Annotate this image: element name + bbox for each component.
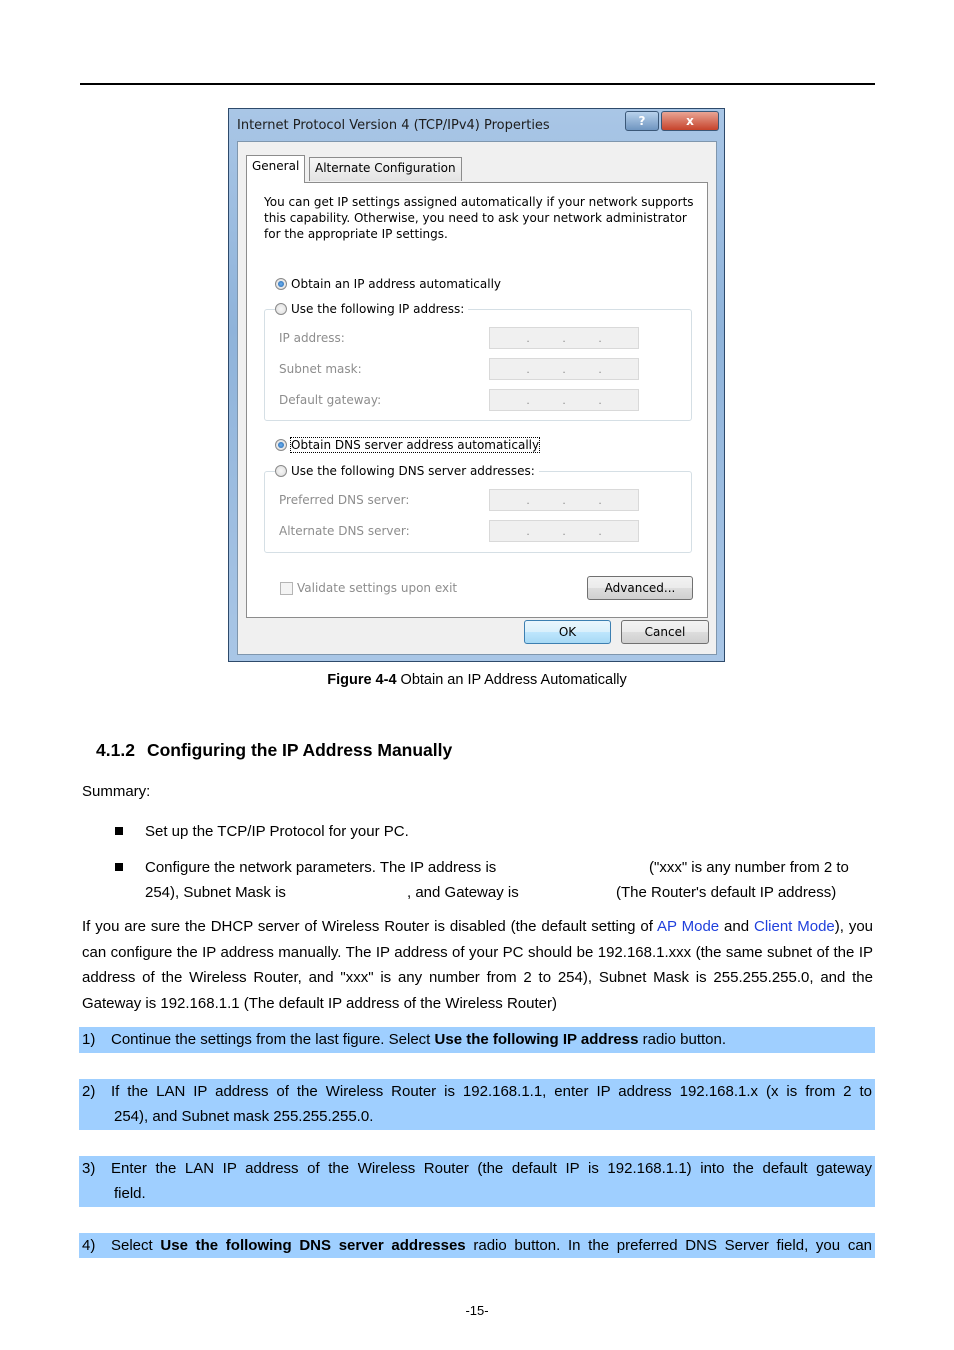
bullet-item: Set up the TCP/IP Protocol for your PC.	[115, 823, 409, 840]
validate-checkbox-label: Validate settings upon exit	[297, 581, 458, 595]
default-gateway-input[interactable]: . . .	[489, 389, 639, 411]
ap-mode-link[interactable]: AP Mode	[656, 918, 720, 935]
tab-general[interactable]: General	[246, 155, 305, 183]
step-3: 3) Enter the LAN IP address of the Wireless Router (the default IP is 192.168.1.1) into the default gateway field.	[79, 1156, 875, 1207]
figure-caption	[0, 672, 954, 688]
dialog-title: Internet Protocol Version 4 (TCP/IPv4) Properties	[237, 118, 550, 133]
radio-use-dns-label: Use the following DNS server addresses:	[291, 464, 535, 478]
advanced-button[interactable]: Advanced...	[587, 576, 693, 600]
validate-checkbox[interactable]	[280, 582, 293, 595]
radio-use-ip-label: Use the following IP address:	[291, 302, 465, 316]
bullet-item: Configure the network parameters. The IP address is	[115, 859, 496, 876]
page-number: -15-	[465, 1303, 489, 1318]
close-button[interactable]: x	[661, 111, 719, 131]
bullet-text: (The Router's default IP address)	[616, 884, 837, 901]
alternate-dns-input[interactable]: . . .	[489, 520, 639, 542]
dialog-client-area	[237, 141, 717, 655]
section-number: 4.1.2	[96, 740, 135, 760]
radio-obtain-ip-label: Obtain an IP address automatically	[291, 277, 502, 291]
ip-address-input[interactable]: . . .	[489, 327, 639, 349]
radio-selected-icon	[275, 278, 287, 290]
tab-alternate-configuration[interactable]: Alternate Configuration	[309, 157, 462, 181]
client-mode-link[interactable]: Client Mode	[753, 918, 835, 935]
bullet-text: 254), Subnet Mask is	[145, 884, 286, 901]
radio-use-ip[interactable]	[275, 302, 468, 316]
radio-obtain-dns[interactable]	[275, 438, 543, 452]
ipv4-properties-dialog	[228, 108, 725, 662]
preferred-dns-label: Preferred DNS server:	[279, 493, 410, 507]
bullet-square-icon	[115, 827, 123, 835]
subnet-mask-label: Subnet mask:	[279, 362, 362, 376]
default-gateway-label: Default gateway:	[279, 393, 382, 407]
help-button[interactable]: ?	[625, 111, 659, 131]
radio-use-dns[interactable]	[275, 464, 539, 478]
step-4: 4) Select Use the following DNS server addresses radio button. In the preferred DNS Server field, you can	[79, 1233, 875, 1258]
step-1: 1) Continue the settings from the last figure. Select Use the following IP address radio button.	[79, 1027, 875, 1053]
validate-checkbox-row[interactable]	[280, 581, 457, 595]
radio-obtain-dns-label: Obtain DNS server address automatically	[291, 438, 540, 452]
step-2: 2) If the LAN IP address of the Wireless Router is 192.168.1.1, enter IP address 192.168.1.x (x is from 2 to 254), and Subnet mask 255.255.255.0.	[79, 1079, 875, 1130]
radio-obtain-ip[interactable]	[275, 277, 505, 291]
subnet-mask-input[interactable]: . . .	[489, 358, 639, 380]
figure-label: Figure 4-4	[327, 672, 397, 688]
intro-text: You can get IP settings assigned automatically if your network supports this capability. Otherwise, you need to ask your network administrator for the appropriate IP settings.	[264, 195, 694, 241]
radio-unselected-icon	[275, 303, 287, 315]
figure-caption-text: Obtain an IP Address Automatically	[396, 672, 627, 688]
cancel-button[interactable]: Cancel	[621, 620, 709, 644]
ok-button[interactable]: OK	[524, 620, 611, 644]
alternate-dns-label: Alternate DNS server:	[279, 524, 410, 538]
body-paragraph: If you are sure the DHCP server of Wireless Router is disabled (the default setting of AP Mode and Client Mode), you can configure the IP address manually. The IP address of your PC should be 192.168.1.xxx (the same subnet of the IP address of the Wireless Router, and "xxx" is any number from 2 to 254), Subnet Mask is 255.255.255.0, and the Gateway is 192.168.1.1 (The default IP address of the Wireless Router)	[82, 918, 874, 1012]
bullet-square-icon	[115, 863, 123, 871]
section-heading	[96, 740, 452, 761]
general-panel	[246, 182, 708, 618]
radio-unselected-icon	[275, 465, 287, 477]
bullet-text: ("xxx" is any number from 2 to	[649, 859, 849, 876]
ip-address-label: IP address:	[279, 331, 345, 345]
bullet-text: , and Gateway is	[407, 884, 519, 901]
section-title: Configuring the IP Address Manually	[146, 740, 453, 760]
preferred-dns-input[interactable]: . . .	[489, 489, 639, 511]
header-rule	[80, 83, 875, 85]
radio-selected-icon	[275, 439, 287, 451]
summary-label: Summary:	[82, 783, 151, 800]
